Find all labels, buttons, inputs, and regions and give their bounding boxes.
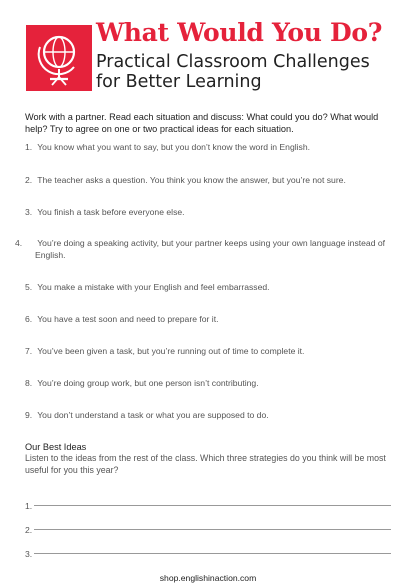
answer-line-2[interactable]: 2. (25, 520, 391, 532)
best-ideas-heading: Our Best Ideas (25, 442, 87, 452)
instructions: Work with a partner. Read each situation and discuss: What could you do? What would help? Try to agree on one or two practical ideas for each situation. (25, 112, 379, 134)
best-ideas-instructions: Listen to the ideas from the rest of the class. Which three strategies do you think will be most useful for you this year? (25, 453, 386, 475)
page-title: What Would You Do? (96, 18, 383, 47)
answer-line-1[interactable]: 1. (25, 496, 391, 508)
page-subtitle: Practical Classroom Challenges for Better Learning (96, 52, 370, 92)
answer-line-3[interactable]: 3. (25, 544, 391, 556)
situation-item: 1. You know what you want to say, but you don’t know the word in English. (25, 142, 311, 152)
brand-logo (26, 25, 92, 91)
footer-url: shop.englishinaction.com (159, 573, 257, 583)
situation-item: 4. You’re doing a speaking activity, but your partner keeps using your own language instead of English. (15, 238, 386, 260)
situation-item: 8. You’re doing group work, but one person isn’t contributing. (25, 378, 259, 388)
situation-item: 9. You don’t understand a task or what you are supposed to do. (25, 410, 269, 420)
situation-item: 7. You’ve been given a task, but you’re running out of time to complete it. (25, 346, 305, 356)
situation-item: 3. You finish a task before everyone else. (25, 207, 185, 217)
situation-item: 2. The teacher asks a question. You think you know the answer, but you’re not sure. (25, 175, 346, 185)
situation-item: 5. You make a mistake with your English and feel embarrassed. (25, 282, 270, 292)
globe-on-stand-icon (26, 25, 92, 91)
situation-item: 6. You have a test soon and need to prepare for it. (25, 314, 219, 324)
